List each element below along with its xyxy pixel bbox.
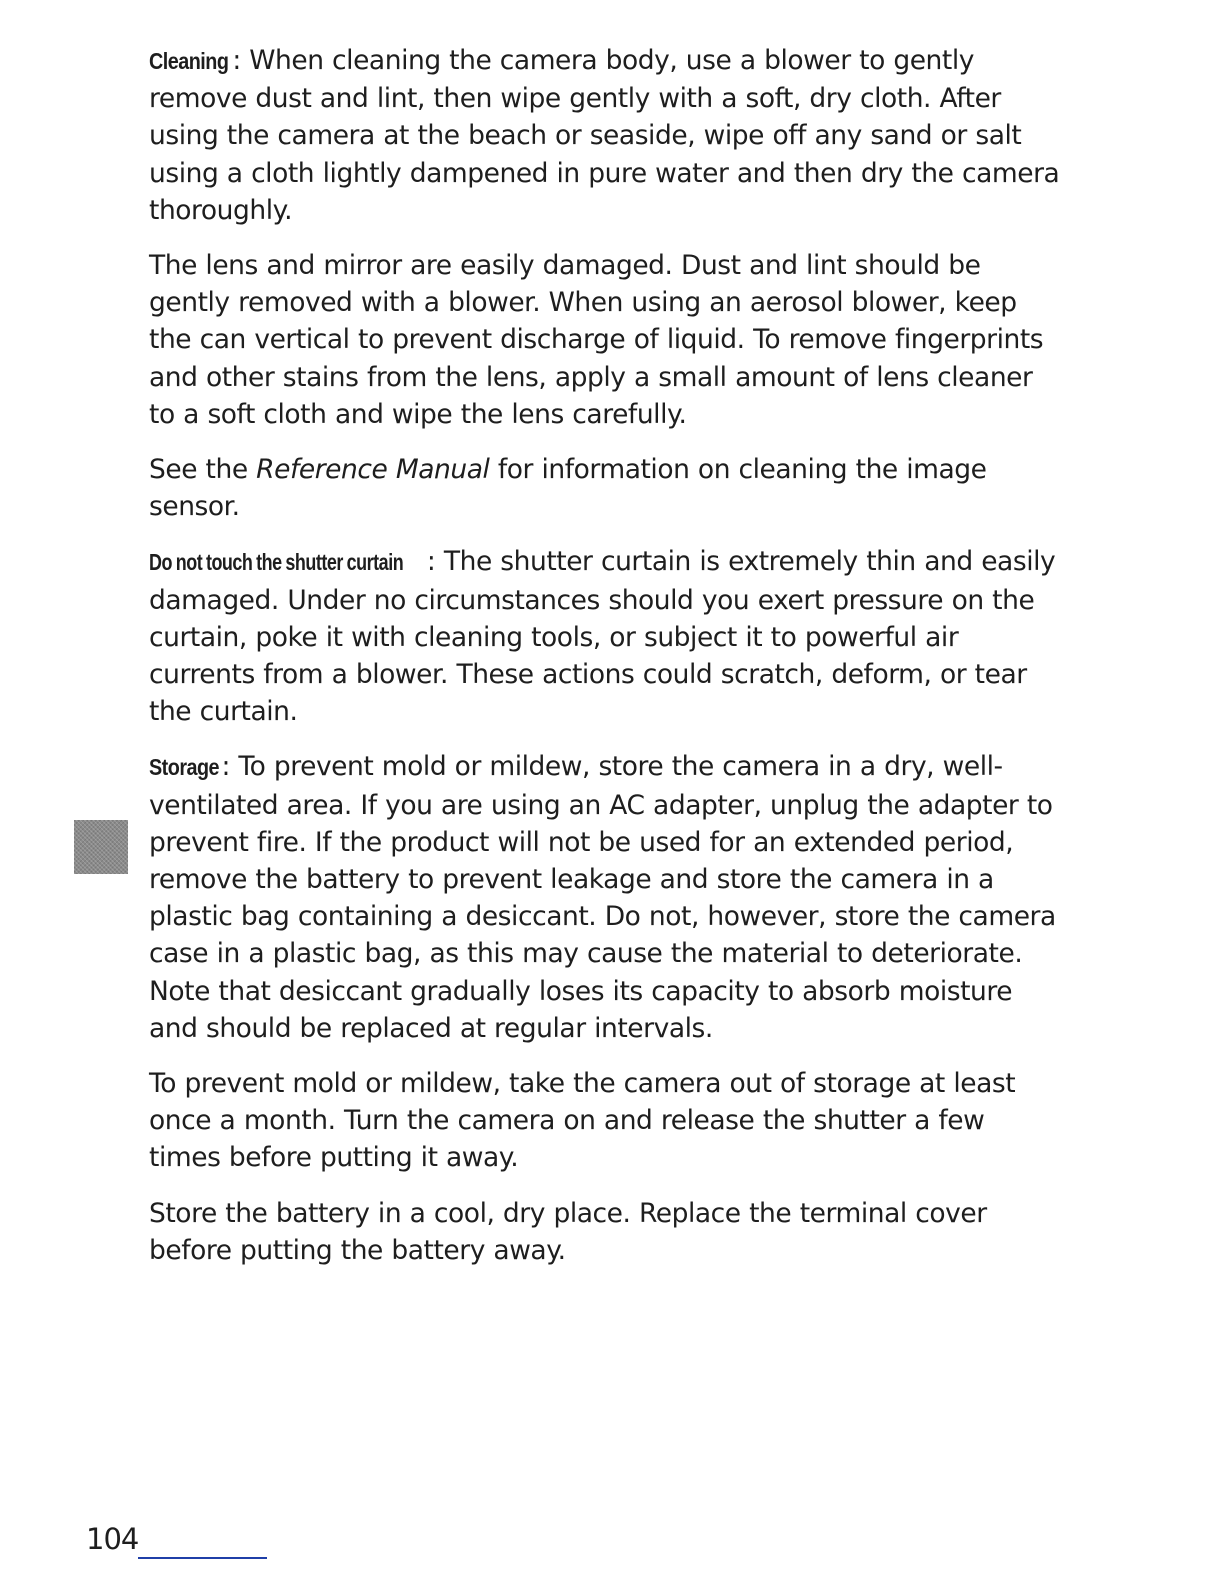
page-number: 104 — [86, 1522, 139, 1556]
section-tab-marker — [74, 820, 128, 874]
sensor-text-before: See the — [149, 454, 257, 486]
storage-paragraph — [149, 748, 1061, 1047]
sensor-text-after: for information on cleaning the image sensor. — [149, 454, 987, 523]
page-number-rule — [138, 1557, 267, 1559]
storage-heading: Storage — [149, 754, 220, 781]
shutter-heading: Do not touch the shutter curtain — [149, 549, 404, 576]
sensor-paragraph — [149, 451, 1061, 525]
shutter-text: : The shutter curtain is extremely thin and easily damaged. Under no circumstances should you exert pressure on the curtain, poke it with cleaning tools, or subject it to powerful air currents from a blower. These actions could scratch, deform, or tear the curtain. — [149, 546, 1056, 728]
shutter-paragraph — [149, 543, 1061, 730]
cleaning-heading: Cleaning — [149, 48, 229, 74]
reference-manual-title: Reference Manual — [256, 454, 490, 486]
battery-paragraph: Store the battery in a cool, dry place. Replace the terminal cover before putting the battery away. — [149, 1197, 987, 1266]
cleaning-paragraph — [149, 42, 1061, 229]
mildew-paragraph: To prevent mold or mildew, take the camera out of storage at least once a month. Turn the camera on and release the shutter a few times before putting it away. — [149, 1068, 1016, 1174]
storage-text: : To prevent mold or mildew, store the camera in a dry, well-ventilated area. If you are using an AC adapter, unplug the adapter to prevent fire. If the product will not be used for an extended period, remove the battery to prevent leakage and store the camera in a plastic bag containing a desiccant. Do not, however, store the camera case in a plastic bag, as this may cause the material to deteriorate. Note that desiccant gradually loses its capacity to absorb moisture and should be replaced at regular intervals. — [149, 751, 1056, 1044]
cleaning-text: : When cleaning the camera body, use a blower to gently remove dust and lint, then wipe gently with a soft, dry cloth. After using the camera at the beach or seaside, wipe off any sand or salt using a cloth lightly dampened in pure water and then dry the camera thoroughly. — [149, 45, 1060, 226]
page-content — [149, 42, 1061, 1287]
lens-paragraph: The lens and mirror are easily damaged. Dust and lint should be gently removed with a blower. When using an aerosol blower, keep the can vertical to prevent discharge of liquid. To remove fingerprints and other stains from the lens, apply a small amount of lens cleaner to a soft cloth and wipe the lens carefully. — [149, 250, 1044, 430]
